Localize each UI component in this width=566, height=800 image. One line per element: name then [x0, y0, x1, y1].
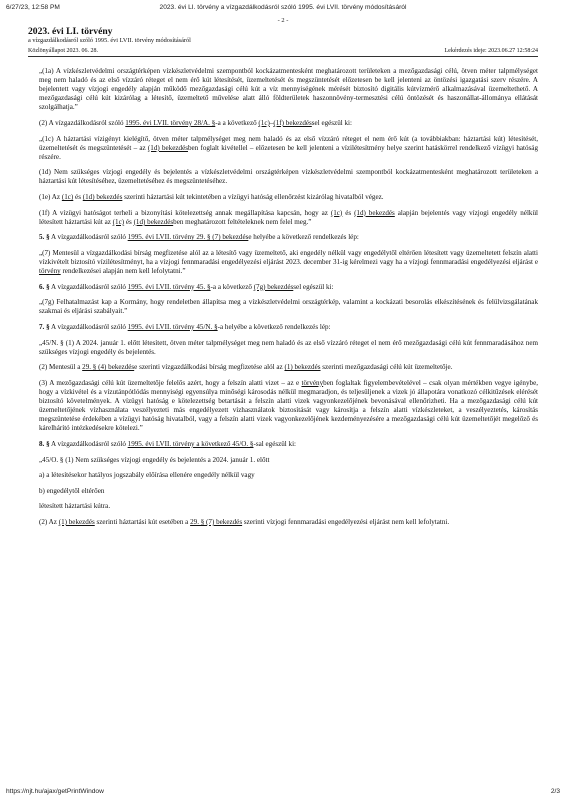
section-8-quote-2: (2) Az (1) bekezdés szerinti háztartási kút esetében a 29. § (7) bekezdés szerinti vízjogi fennmaradási engedélyezési eljárást nem kell lefolytatni. [39, 517, 450, 526]
section-7-quote-2: (2) Mentesül a 29. § (4) bekezdése szerinti vízgazdálkodási bírság megfizetése alól az (1) bekezdés szerinti mezőgazdasági célú kút üzemeltetője. [39, 363, 453, 372]
paragraph-2: (2) A vízgazdálkodásról szóló 1995. évi LVII. törvény 28/A. §-a a következő (1c)–(1f) bekezdéssel egészül ki: [39, 118, 352, 127]
law-subtitle: a vízgazdálkodásról szóló 1995. évi LVII. törvény módosításáról [28, 37, 191, 44]
paragraph-link[interactable]: (1d) bekezdés [147, 143, 188, 152]
paragraph-link[interactable]: 29. § (7) bekezdés [190, 517, 243, 526]
section-8-point-c: létesített háztartási kútra. [39, 502, 111, 511]
document-body [28, 67, 538, 533]
paragraph-link[interactable]: (1) bekezdés [284, 363, 321, 372]
section-7-quote-1: „45/N. § (1) A 2024. január 1. előtt létesített, ötven méter talpmélységet meg nem haladó és az első vízzáró réteget el nem érő mezőgazdasági célú kút fennmaradásához nem szükséges vízjogi engedély és bejelentés. [39, 338, 538, 356]
paragraph-1d: (1d) Nem szükséges vízjogi engedély és bejelentés a vízkészletvédelmi országtérképen vízkészletvédelmi szempontból kockázatmentesként meghatározott területeken a háztartási kút létesítéséhez, üzemeltetéséhez és megszüntetéséhez. [39, 168, 538, 186]
law-link[interactable]: 1995. évi LVII. törvény 45. § [127, 282, 211, 291]
law-title: 2023. évi LI. törvény [28, 26, 113, 37]
paragraph-link[interactable]: 29. § (4) bekezdés [82, 363, 135, 372]
law-link[interactable]: 1995. évi LVII. törvény 28/A. § [125, 118, 216, 127]
section-8-point-a: a) a létesítésekor hatályos jogszabály előírása ellenére engedély nélkül vagy [39, 471, 255, 480]
law-link[interactable]: törvény [39, 267, 61, 276]
paragraph-link[interactable]: (1f) bekezdés [273, 118, 312, 127]
section-8: 8. § A vízgazdálkodásról szóló 1995. évi LVII. törvény a következő 45/O. §-sal egészül ki: [39, 439, 297, 448]
retrieval-time: Lekérdezés ideje: 2023.06.27 12:58:24 [444, 48, 538, 54]
print-url: https://njt.hu/ajax/getPrintWindow [6, 788, 104, 795]
section-5: 5. § A vízgazdálkodásról szóló 1995. évi LVII. törvény 29. § (7) bekezdése helyébe a következő rendelkezés lép: [39, 233, 359, 242]
section-5-quote: „(7) Mentesül a vízgazdálkodási bírság megfizetése alól az a létesítő vagy üzemeltető, aki engedély nélkül vagy engedélytől eltérően létesített vagy üzemeltetett felszín alatti vízkivételt biztosító vízilétesítményt, ha a vízjogi fennmaradási engedélyezési eljárást 2023. december 31-ig kérelmezi vagy ha a vízjogi fennmaradási engedélyezési eljárást e törvény rendelkezései alapján nem kell lefolytatni.” [39, 248, 538, 276]
paragraph-link[interactable]: (7g) bekezdés [253, 282, 294, 291]
paragraph-link[interactable]: (1c) [61, 193, 74, 202]
section-6-quote: „(7g) Felhatalmazást kap a Kormány, hogy rendeletben állapítsa meg a vízkészletvédelmi országtérkép, valamint a kockázati besorolás elkészítésének és felülvizsgálatának szakmai és eljárási szabályait.” [39, 298, 538, 316]
section-6: 6. § A vízgazdálkodásról szóló 1995. évi LVII. törvény 45. §-a a következő (7g) bekezdéssel egészül ki: [39, 282, 334, 291]
paragraph-link[interactable]: (1d) bekezdés [133, 217, 174, 226]
section-8-quote-1: „45/O. § (1) Nem szükséges vízjogi engedély és bejelentés a 2024. január 1. előtt [39, 455, 270, 464]
law-link[interactable]: 1995. évi LVII. törvény 29. § (7) bekezdés [127, 233, 249, 242]
paragraph-link[interactable]: (1) bekezdés [58, 517, 95, 526]
document-header [28, 26, 538, 57]
print-header [6, 4, 560, 11]
paragraph-1a: „(1a) A vízkészletvédelmi országtérképen vízkészletvédelmi szempontból kockázatmentesként meghatározott területeken a mezőgazdasági célú, ötven méter talpmélységet meg nem haladó és az első vízzáró réteget el nem érő kút létesítését, üzemeltetését és megszüntetését előzetesen be kell jelenteni az öntözési igazgatási szerv részére. A bejelentett vagy vízjogi engedély alapján működő mezőgazdasági célú kút a víz mennyiségének mérését biztosító digitális kútvízmérő alkalmazásával üzemeltethető. A mezőgazdasági célú kút kizárólag a létesítő, üzemeltető művelése alatt álló földterületek haszonnövény-termesztési célú öntözését és haszonállat-állománya ellátását szolgálhatja.” [39, 67, 538, 112]
law-link[interactable]: törvény [301, 378, 324, 387]
paragraph-link[interactable]: (1c) [258, 118, 270, 127]
print-title: 2023. évi LI. törvény a vízgazdálkodásról szóló 1995. évi LVII. törvény módosításáról [159, 4, 407, 11]
page-indicator: - 2 - [277, 17, 289, 24]
meta-row [28, 47, 538, 57]
section-8-point-b: b) engedélytől eltérően [39, 486, 105, 495]
gazette-state: Közlönyállapot 2023. 06. 28. [28, 48, 98, 54]
law-link[interactable]: 1995. évi LVII. törvény 45/N. § [127, 322, 218, 331]
paragraph-link[interactable]: (1d) bekezdés [82, 193, 123, 202]
paragraph-1f: (1f) A vízügyi hatóságot terheli a bizonyítási kötelezettség annak megállapítása kapcsán, hogy az (1c) és (1d) bekezdés alapján bejelentés vagy vízjogi engedély nélkül létesített háztartási kút az (1c) és (1d) bekezdésben meghatározott feltételeknek nem felel meg.” [39, 208, 538, 226]
section-7: 7. § A vízgazdálkodásról szóló 1995. évi LVII. törvény 45/N. §-a helyébe a következő rendelkezés lép: [39, 322, 331, 331]
paragraph-link[interactable]: (1c) [330, 208, 343, 217]
paragraph-1e: (1e) Az (1c) és (1d) bekezdés szerinti háztartási kút tekintetében a vízügyi hatóság ellenőrzést kizárólag hivatalból végez. [39, 193, 384, 202]
paragraph-link[interactable]: (1d) bekezdés [354, 208, 395, 217]
section-number: 8. § [39, 439, 50, 448]
print-footer [6, 788, 560, 795]
section-number: 5. § [39, 233, 50, 242]
section-7-quote-3: (3) A mezőgazdasági célú kút üzemeltetője felelős azért, hogy a felszín alatti vizet – az e törvényben foglaltak figyelembevételével – csak olyan mértékben vegye igénybe, hogy a vízkivétel és a vízutánpótlódás mennyiségi egyensúlya minőségi károsodás nélkül megmaradjon, és teljesüljenek a vizek jó állapotára vonatkozó célkitűzések elérését biztosító követelmények. A vízügyi hatóság e kötelezettség betartását a felszín alatti vizek vagyonkezelőjének bevonásával ellenőrizheti. Ha a mezőgazdasági célú kút üzemeltetőjének vízhasználata veszélyezteti más engedélyezett vízhasználatok biztosítását vagy károsítja a felszín alatti vízkészleteket, a veszélyeztetés, károsítás megszüntetése érdekében a vízügyi hatóság hivatalból, vagy a felszín alatti vizek vagyonkezelőjének kezdeményezésére a mezőgazdasági célú kút üzemeltetőjét megelőző és kárelhárító intézkedésekre kötelezi.” [39, 378, 538, 433]
law-link[interactable]: 1995. évi LVII. törvény a következő 45/O. § [127, 439, 254, 448]
paragraph-link[interactable]: (1c) [112, 217, 125, 226]
section-number: 6. § [39, 282, 50, 291]
print-page-count: 2/3 [550, 788, 560, 795]
print-datetime: 6/27/23, 12:58 PM [6, 4, 60, 11]
paragraph-1c: „(1c) A háztartási vízigényt kielégítő, ötven méter talpmélységet meg nem haladó és az első vízzáró réteget el nem érő kút (a továbbiakban: háztartási kút) létesítését, üzemeltetését és megszüntetését – az (1d) bekezdésben foglalt kivétellel – előzetesen be kell jelenteni a vízilétesítmény helye szerint hatáskörrel rendelkező vízügyi hatóság részére. [39, 134, 538, 161]
section-number: 7. § [39, 322, 50, 331]
